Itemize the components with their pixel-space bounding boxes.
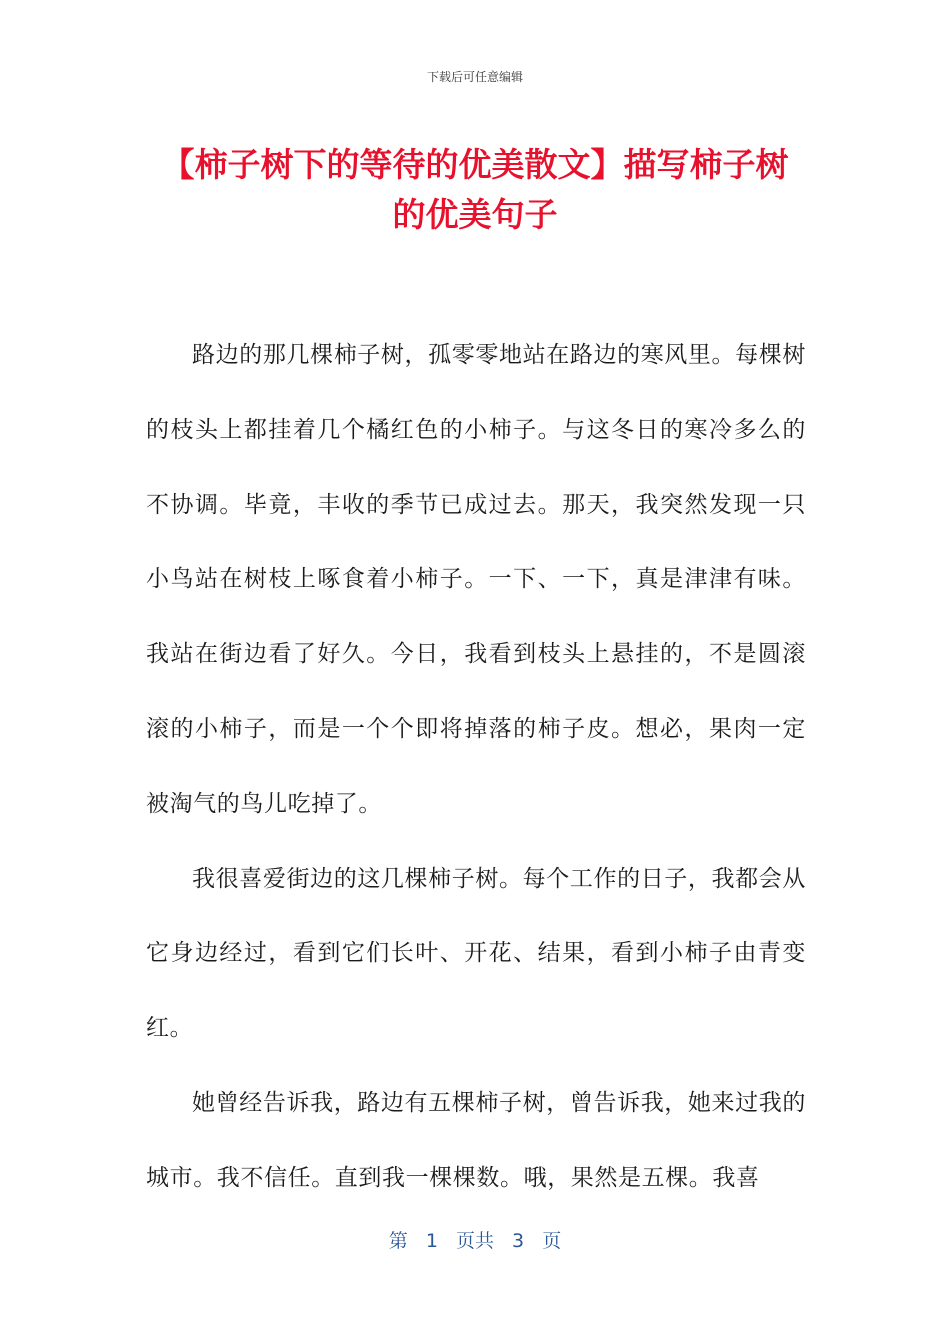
paragraph-3: 她曾经告诉我，路边有五棵柿子树，曾告诉我，她来过我的城市。我不信任。直到我一棵棵数。哦，果然是五棵。我喜 bbox=[146, 1089, 806, 1191]
document-body bbox=[146, 318, 806, 1216]
title-line-1: 【柿子树下的等待的优美散文】描写柿子树 bbox=[161, 145, 789, 184]
paragraph-2: 我很喜爱街边的这几棵柿子树。每个工作的日子，我都会从它身边经过，看到它们长叶、开花、结果，看到小柿子由青变红。 bbox=[146, 865, 806, 1042]
document-title bbox=[120, 140, 830, 240]
page-prefix: 第 bbox=[388, 1230, 408, 1252]
header-note: 下载后可任意编辑 bbox=[426, 70, 523, 84]
title-line-2: 的优美句子 bbox=[392, 195, 558, 234]
page-middle: 页共 bbox=[455, 1230, 494, 1252]
page-suffix: 页 bbox=[542, 1230, 562, 1252]
page-footer bbox=[0, 1226, 950, 1253]
paragraph-1: 路边的那几棵柿子树，孤零零地站在路边的寒风里。每棵树的枝头上都挂着几个橘红色的小柿子。与这冬日的寒冷多么的不协调。毕竟，丰收的季节已成过去。那天，我突然发现一只小鸟站在树枝上啄食着小柿子。一下、一下，真是津津有味。我站在街边看了好久。今日，我看到枝头上悬挂的，不是圆滚滚的小柿子，而是一个个即将掉落的柿子皮。想必，果肉一定被淘气的鸟儿吃掉了。 bbox=[146, 342, 806, 817]
page-current: 1 bbox=[425, 1230, 438, 1252]
page-total: 3 bbox=[512, 1230, 525, 1252]
